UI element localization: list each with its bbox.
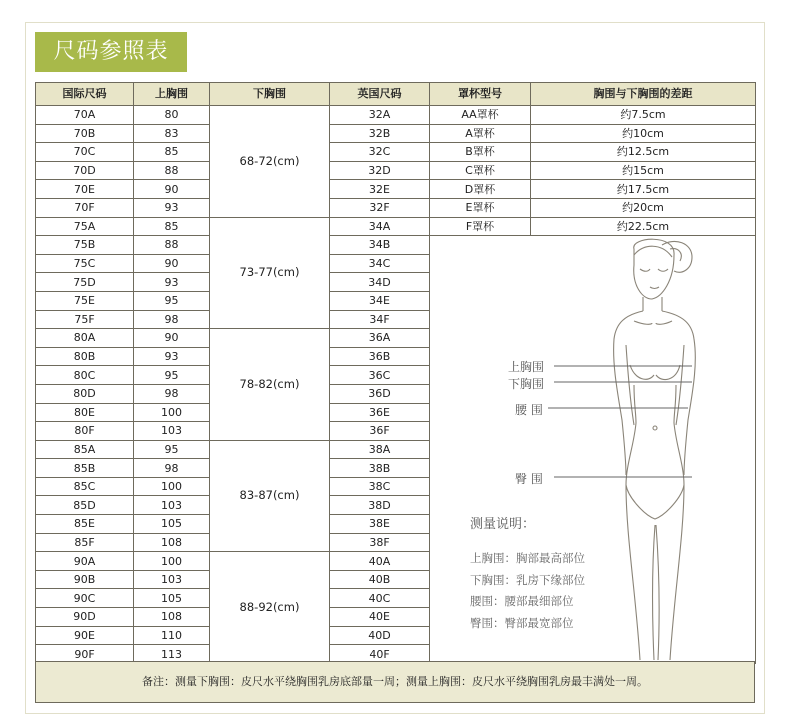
uk-size-cell: 32E	[330, 180, 430, 199]
cup-type-cell: E罩杯	[430, 198, 531, 217]
uk-size-cell: 34A	[330, 217, 430, 236]
footer-note: 备注：测量下胸围：皮尺水平绕胸围乳房底部量一周；测量上胸围：皮尺水平绕胸围乳房最丰满处一周。	[35, 661, 755, 703]
upper-bust-cell: 110	[134, 626, 210, 645]
cup-type-cell: F罩杯	[430, 217, 531, 236]
uk-size-cell: 34F	[330, 310, 430, 329]
upper-bust-cell: 105	[134, 589, 210, 608]
cup-difference-cell: 约20cm	[531, 198, 756, 217]
cup-type-cell: C罩杯	[430, 161, 531, 180]
uk-size-cell: 32B	[330, 124, 430, 143]
intl-size-cell: 90A	[36, 552, 134, 571]
page-title: 尺码参照表	[35, 32, 187, 72]
intl-size-cell: 90D	[36, 608, 134, 627]
measure-line-under-bust: 下胸围：乳房下缘部位	[470, 573, 585, 587]
intl-size-cell: 70A	[36, 106, 134, 125]
upper-bust-cell: 100	[134, 477, 210, 496]
intl-size-cell: 85C	[36, 477, 134, 496]
intl-size-cell: 70E	[36, 180, 134, 199]
intl-size-cell: 75F	[36, 310, 134, 329]
upper-bust-cell: 85	[134, 143, 210, 162]
intl-size-cell: 85D	[36, 496, 134, 515]
cup-difference-cell: 约17.5cm	[531, 180, 756, 199]
intl-size-cell: 85B	[36, 459, 134, 478]
upper-bust-cell: 93	[134, 347, 210, 366]
intl-size-cell: 75E	[36, 291, 134, 310]
uk-size-cell: 40B	[330, 570, 430, 589]
uk-size-cell: 38B	[330, 459, 430, 478]
upper-bust-cell: 98	[134, 310, 210, 329]
intl-size-cell: 80E	[36, 403, 134, 422]
upper-bust-cell: 98	[134, 459, 210, 478]
intl-size-cell: 70C	[36, 143, 134, 162]
table-row	[36, 106, 756, 125]
label-under-bust: 下胸围	[508, 377, 545, 391]
intl-size-cell: 75C	[36, 254, 134, 273]
header-uk-size: 英国尺码	[330, 83, 430, 106]
uk-size-cell: 40A	[330, 552, 430, 571]
uk-size-cell: 38E	[330, 515, 430, 534]
uk-size-cell: 34D	[330, 273, 430, 292]
intl-size-cell: 80D	[36, 384, 134, 403]
table-row	[36, 143, 756, 162]
upper-bust-cell: 88	[134, 161, 210, 180]
intl-size-cell: 85F	[36, 533, 134, 552]
upper-bust-cell: 88	[134, 236, 210, 255]
upper-bust-cell: 95	[134, 366, 210, 385]
cup-type-cell: B罩杯	[430, 143, 531, 162]
uk-size-cell: 32D	[330, 161, 430, 180]
label-hip: 臀 围	[515, 472, 543, 486]
upper-bust-cell: 108	[134, 608, 210, 627]
intl-size-cell: 80F	[36, 422, 134, 441]
cup-difference-cell: 约7.5cm	[531, 106, 756, 125]
upper-bust-cell: 103	[134, 422, 210, 441]
upper-bust-cell: 100	[134, 403, 210, 422]
uk-size-cell: 36B	[330, 347, 430, 366]
cup-difference-cell: 约15cm	[531, 161, 756, 180]
upper-bust-cell: 85	[134, 217, 210, 236]
uk-size-cell: 36A	[330, 329, 430, 348]
header-upper-bust: 上胸围	[134, 83, 210, 106]
uk-size-cell: 36E	[330, 403, 430, 422]
cup-type-cell: AA罩杯	[430, 106, 531, 125]
under-bust-range-cell: 88-92(cm)	[210, 552, 330, 664]
table-row	[36, 161, 756, 180]
intl-size-cell: 80A	[36, 329, 134, 348]
uk-size-cell: 32A	[330, 106, 430, 125]
intl-size-cell: 90B	[36, 570, 134, 589]
under-bust-range-cell: 73-77(cm)	[210, 217, 330, 329]
measure-line-upper-bust: 上胸围：胸部最高部位	[470, 551, 585, 565]
upper-bust-cell: 108	[134, 533, 210, 552]
intl-size-cell: 70D	[36, 161, 134, 180]
under-bust-range-cell: 78-82(cm)	[210, 329, 330, 441]
cup-difference-cell: 约10cm	[531, 124, 756, 143]
upper-bust-cell: 83	[134, 124, 210, 143]
upper-bust-cell: 105	[134, 515, 210, 534]
cup-difference-cell: 约12.5cm	[531, 143, 756, 162]
uk-size-cell: 36F	[330, 422, 430, 441]
uk-size-cell: 36D	[330, 384, 430, 403]
under-bust-range-cell: 83-87(cm)	[210, 440, 330, 552]
table-row	[36, 217, 756, 236]
upper-bust-cell: 90	[134, 329, 210, 348]
header-cup-type: 罩杯型号	[430, 83, 531, 106]
uk-size-cell: 40E	[330, 608, 430, 627]
intl-size-cell: 80C	[36, 366, 134, 385]
upper-bust-cell: 103	[134, 496, 210, 515]
intl-size-cell: 75D	[36, 273, 134, 292]
intl-size-cell: 70F	[36, 198, 134, 217]
upper-bust-cell: 95	[134, 440, 210, 459]
intl-size-cell: 75B	[36, 236, 134, 255]
upper-bust-cell: 90	[134, 254, 210, 273]
uk-size-cell: 36C	[330, 366, 430, 385]
uk-size-cell: 38D	[330, 496, 430, 515]
header-intl-size: 国际尺码	[36, 83, 134, 106]
uk-size-cell: 38C	[330, 477, 430, 496]
uk-size-cell: 34C	[330, 254, 430, 273]
intl-size-cell: 80B	[36, 347, 134, 366]
upper-bust-cell: 113	[134, 645, 210, 664]
measure-line-waist: 腰围：腰部最细部位	[470, 594, 574, 608]
measure-line-hip: 臀围：臀部最宽部位	[470, 616, 574, 630]
uk-size-cell: 38A	[330, 440, 430, 459]
header-cup-difference: 胸围与下胸围的差距	[531, 83, 756, 106]
table-row	[36, 198, 756, 217]
measure-heading: 测量说明：	[470, 517, 536, 532]
cup-type-cell: A罩杯	[430, 124, 531, 143]
uk-size-cell: 40D	[330, 626, 430, 645]
upper-bust-cell: 80	[134, 106, 210, 125]
cup-difference-cell: 约22.5cm	[531, 217, 756, 236]
intl-size-cell: 90E	[36, 626, 134, 645]
intl-size-cell: 90C	[36, 589, 134, 608]
intl-size-cell: 85A	[36, 440, 134, 459]
table-header-row	[36, 83, 756, 106]
table-row	[36, 124, 756, 143]
uk-size-cell: 32C	[330, 143, 430, 162]
uk-size-cell: 38F	[330, 533, 430, 552]
upper-bust-cell: 90	[134, 180, 210, 199]
upper-bust-cell: 100	[134, 552, 210, 571]
uk-size-cell: 40C	[330, 589, 430, 608]
label-waist: 腰 围	[515, 403, 543, 417]
intl-size-cell: 70B	[36, 124, 134, 143]
uk-size-cell: 34E	[330, 291, 430, 310]
upper-bust-cell: 98	[134, 384, 210, 403]
uk-size-cell: 32F	[330, 198, 430, 217]
under-bust-range-cell: 68-72(cm)	[210, 106, 330, 218]
uk-size-cell: 34B	[330, 236, 430, 255]
header-under-bust: 下胸围	[210, 83, 330, 106]
uk-size-cell: 40F	[330, 645, 430, 664]
intl-size-cell: 75A	[36, 217, 134, 236]
label-upper-bust: 上胸围	[508, 360, 545, 374]
intl-size-cell: 85E	[36, 515, 134, 534]
table-row	[36, 180, 756, 199]
cup-type-cell: D罩杯	[430, 180, 531, 199]
upper-bust-cell: 95	[134, 291, 210, 310]
intl-size-cell: 90F	[36, 645, 134, 664]
upper-bust-cell: 93	[134, 198, 210, 217]
upper-bust-cell: 93	[134, 273, 210, 292]
upper-bust-cell: 103	[134, 570, 210, 589]
